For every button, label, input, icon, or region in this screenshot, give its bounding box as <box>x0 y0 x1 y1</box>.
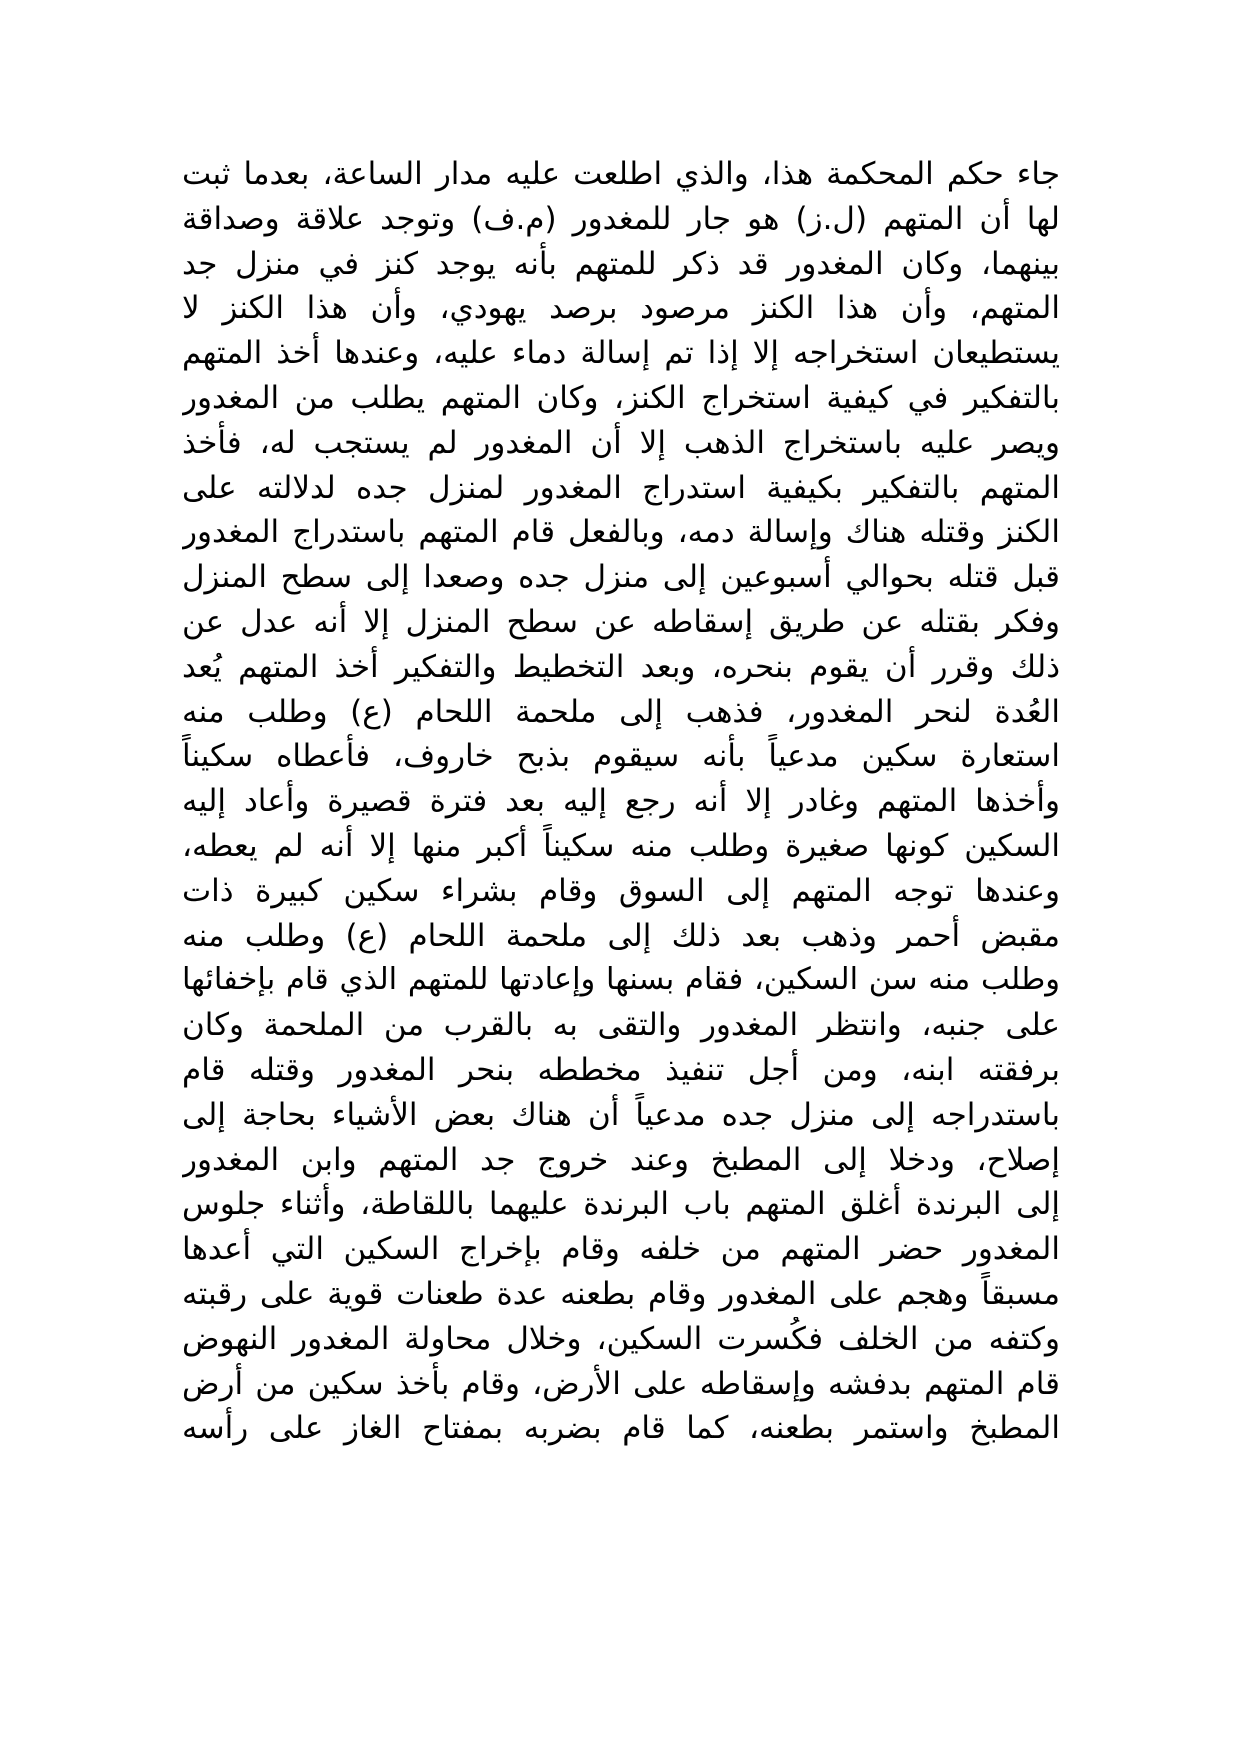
text-line-23: إصلاح، ودخلا إلى المطبخ وعند خروج جد المتهم وابن المغدور <box>182 1141 1060 1178</box>
text-line-14: استعارة سكين مدعياً بأنه سيقوم بذبح خاروف، فأعطاه سكيناً <box>182 738 1060 775</box>
text-line-6: بالتفكير في كيفية استخراج الكنز، وكان المتهم يطلب من المغدور <box>182 379 1060 416</box>
text-line-5: يستطيعان استخراجه إلا إذا تم إسالة دماء عليه، وعندها أخذ المتهم <box>182 335 1060 372</box>
text-line-7: ويصر عليه باستخراج الذهب إلا أن المغدور لم يستجب له، فأخذ <box>182 424 1060 461</box>
text-line-8: المتهم بالتفكير بكيفية استدراج المغدور لمنزل جده لدلالته على <box>182 469 1060 506</box>
text-line-15: وأخذها المتهم وغادر إلا أنه رجع إليه بعد فترة قصيرة وأعاد إليه <box>182 783 1060 820</box>
text-line-22: باستدراجه إلى منزل جده مدعياً أن هناك بعض الأشياء بحاجة إلى <box>182 1096 1060 1133</box>
text-line-24: إلى البرندة أغلق المتهم باب البرندة عليهما باللقاطة، وأثناء جلوس <box>182 1186 1060 1223</box>
text-line-21: برفقته ابنه، ومن أجل تنفيذ مخططه بنحر المغدور وقتله قام <box>182 1051 1060 1088</box>
body-paragraph <box>182 152 1060 1451</box>
text-line-10: قبل قتله بحوالي أسبوعين إلى منزل جده وصعدا إلى سطح المنزل <box>182 559 1060 596</box>
text-line-12: ذلك وقرر أن يقوم بنحره، وبعد التخطيط والتفكير أخذ المتهم يُعد <box>182 648 1060 685</box>
text-line-25: المغدور حضر المتهم من خلفه وقام بإخراج السكين التي أعدها <box>182 1231 1060 1268</box>
text-line-4: المتهم، وأن هذا الكنز مرصود برصد يهودي، وأن هذا الكنز لا <box>182 290 1060 327</box>
text-line-20: على جنبه، وانتظر المغدور والتقى به بالقرب من الملحمة وكان <box>182 1007 1060 1044</box>
text-line-9: الكنز وقتله هناك وإسالة دمه، وبالفعل قام المتهم باستدراج المغدور <box>182 514 1060 551</box>
text-line-16: السكين كونها صغيرة وطلب منه سكيناً أكبر منها إلا أنه لم يعطه، <box>182 827 1060 864</box>
text-line-17: وعندها توجه المتهم إلى السوق وقام بشراء سكين كبيرة ذات <box>182 872 1060 909</box>
text-line-11: وفكر بقتله عن طريق إسقاطه عن سطح المنزل إلا أنه عدل عن <box>182 603 1060 640</box>
text-line-27: وكتفه من الخلف فكُسرت السكين، وخلال محاولة المغدور النهوض <box>182 1320 1060 1357</box>
text-line-28: قام المتهم بدفشه وإسقاطه على الأرض، وقام بأخذ سكين من أرض <box>182 1365 1060 1402</box>
document-page <box>182 152 1060 1451</box>
text-line-19: وطلب منه سن السكين، فقام بسنها وإعادتها للمتهم الذي قام بإخفائها <box>182 962 1060 998</box>
text-line-26: مسبقاً وهجم على المغدور وقام بطعنه عدة طعنات قوية على رقبته <box>182 1275 1060 1312</box>
text-line-29: المطبخ واستمر بطعنه، كما قام بضربه بمفتاح الغاز على رأسه <box>182 1410 1060 1447</box>
text-line-3: بينهما، وكان المغدور قد ذكر للمتهم بأنه يوجد كنز في منزل جد <box>182 245 1060 282</box>
text-line-2: لها أن المتهم (ل.ز) هو جار للمغدور (م.ف) وتوجد علاقة وصداقة <box>182 200 1060 237</box>
text-line-1: جاء حكم المحكمة هذا، والذي اطلعت عليه مدار الساعة، بعدما ثبت <box>182 156 1060 192</box>
text-line-18: مقبض أحمر وذهب بعد ذلك إلى ملحمة اللحام (ع) وطلب منه <box>182 917 1060 954</box>
text-line-13: العُدة لنحر المغدور، فذهب إلى ملحمة اللحام (ع) وطلب منه <box>182 693 1060 730</box>
